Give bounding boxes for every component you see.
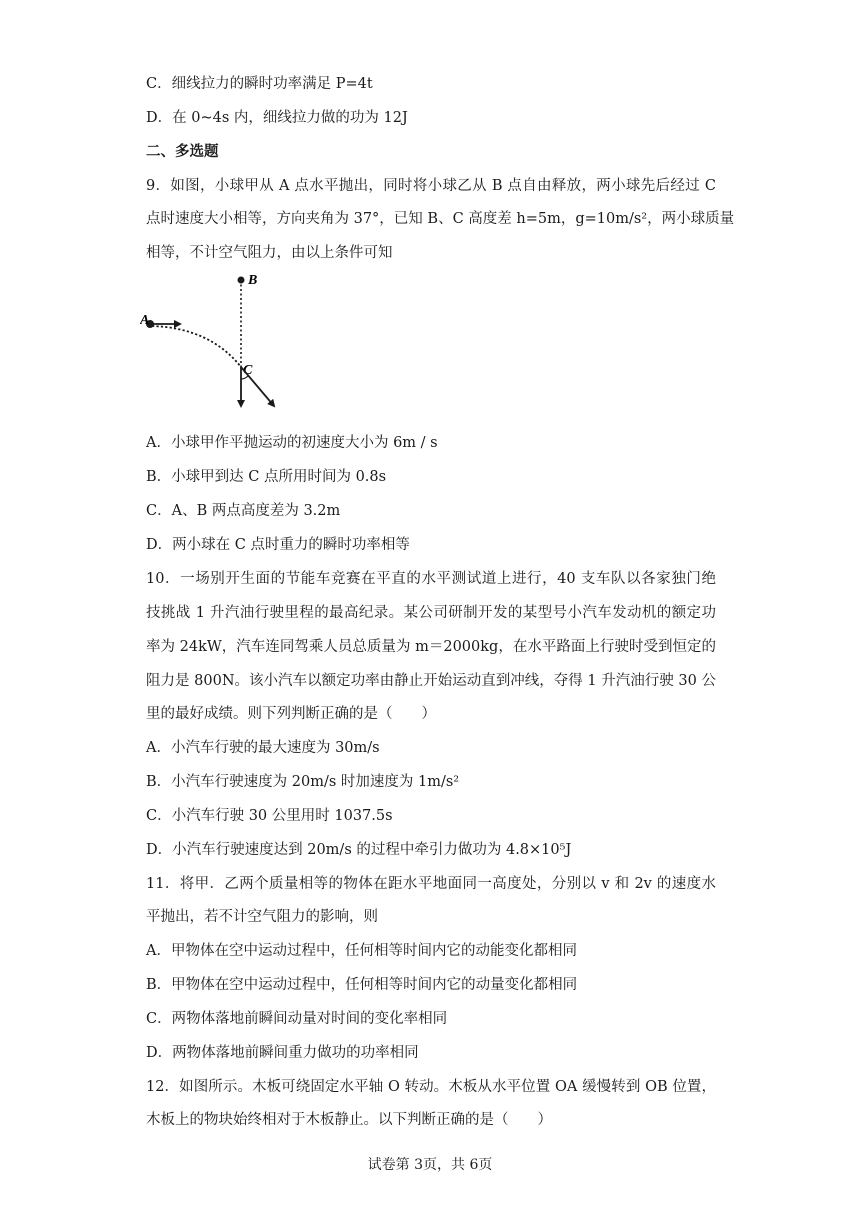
ball-a-velocity-arrow (241, 367, 274, 406)
q10-stem-line-5: 里的最好成绩。则下列判断正确的是（ ） (146, 706, 436, 722)
q9-stem-line-2: 点时速度大小相等，方向夹角为 37°，已知 B、C 高度差 h=5m，g=10m/s²，两小球质量 (146, 211, 735, 227)
q10-option-c: C．小汽车行驶 30 公里用时 1037.5s (146, 808, 393, 824)
q9-stem-line-1: 9．如图，小球甲从 A 点水平抛出，同时将小球乙从 B 点自由释放，两小球先后经过 C (146, 178, 716, 194)
section-title-multi-choice: 二、多选题 (146, 143, 219, 160)
q9-option-a: A．小球甲作平抛运动的初速度大小为 6m / s (146, 435, 438, 451)
q9-option-d: D．两小球在 C 点时重力的瞬时功率相等 (146, 537, 410, 553)
point-b (238, 277, 245, 284)
q10-stem-line-2: 技挑战 1 升汽油行驶里程的最高纪录。某公司研制开发的某型号小汽车发动机的额定功 (146, 605, 716, 621)
q12-stem-line-2: 木板上的物块始终相对于木板静止。以下判断正确的是（ ） (146, 1112, 552, 1128)
projectile-figure (140, 270, 300, 415)
q10-option-b: B．小汽车行驶速度为 20m/s 时加速度为 1m/s² (146, 774, 460, 790)
q9-option-b: B．小球甲到达 C 点所用时间为 0.8s (146, 469, 387, 485)
q9-option-c: C．A、B 两点高度差为 3.2m (146, 503, 341, 519)
label-a: A (140, 313, 150, 328)
q11-option-a: A．甲物体在空中运动过程中，任何相等时间内它的动能变化都相同 (146, 943, 577, 959)
page-footer: 试卷第 3页，共 6页 (367, 1157, 493, 1173)
label-c: C (243, 363, 253, 378)
label-b: B (248, 273, 258, 288)
q8-option-c: C．细线拉力的瞬时功率满足 P=4t (146, 76, 373, 92)
q10-option-a: A．小汽车行驶的最大速度为 30m/s (146, 740, 380, 756)
q11-option-b: B．甲物体在空中运动过程中，任何相等时间内它的动量变化都相同 (146, 977, 578, 993)
q10-option-d: D．小汽车行驶速度达到 20m/s 的过程中牵引力做功为 4.8×10⁵J (146, 842, 572, 858)
q10-stem-line-3: 率为 24kW，汽车连同驾乘人员总质量为 m＝2000kg，在水平路面上行驶时受到恒定的 (146, 639, 716, 655)
q10-stem-line-1: 10．一场别开生面的节能车竞赛在平直的水平测试道上进行，40 支车队以各家独门绝 (146, 571, 716, 587)
q9-stem-line-3: 相等，不计空气阻力，由以上条件可知 (146, 245, 393, 261)
q10-stem-line-4: 阻力是 800N。该小汽车以额定功率由静止开始运动直到冲线，夺得 1 升汽油行驶 30 公 (146, 673, 716, 689)
q11-option-c: C．两物体落地前瞬间动量对时间的变化率相同 (146, 1011, 448, 1027)
q11-option-d: D．两物体落地前瞬间重力做功的功率相同 (146, 1045, 419, 1061)
q8-option-d: D．在 0~4s 内，细线拉力做的功为 12J (146, 110, 408, 126)
q11-stem-line-2: 平抛出，若不计空气阻力的影响，则 (146, 909, 378, 925)
q11-stem-line-1: 11．将甲．乙两个质量相等的物体在距水平地面同一高度处，分别以 v 和 2v 的速度水 (146, 876, 716, 892)
projectile-path (152, 326, 241, 367)
q12-stem-line-1: 12．如图所示。木板可绕固定水平轴 O 转动。木板从水平位置 OA 缓慢转到 OB 位置， (146, 1079, 716, 1095)
